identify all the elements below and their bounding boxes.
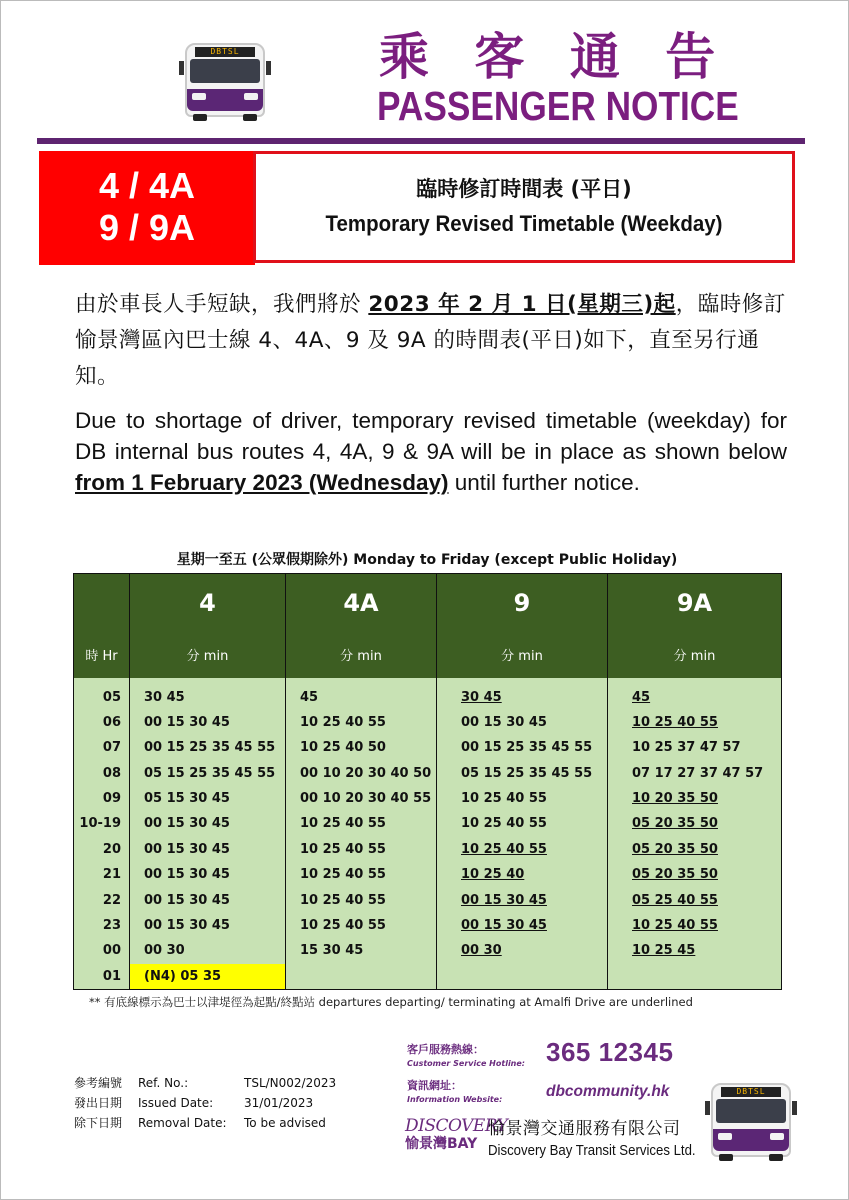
notice-paragraph-chinese: 由於車長人手短缺，我們將於 2023 年 2 月 1 日(星期三)起，臨時修訂愉景灣區內巴士線 4、4A、9 及 9A 的時間表(平日)如下，直至另行通知。 xyxy=(75,292,786,389)
hour-header-top xyxy=(74,574,130,632)
title-chinese: 乘 客 通 告 xyxy=(379,28,730,86)
headline-box xyxy=(253,151,795,263)
headline-english: Temporary Revised Timetable (Weekday) xyxy=(325,211,723,236)
route-4a-minutes: 45 10 25 40 55 10 25 40 50 00 10 20 30 40 50 00 10 20 30 40 55 10 25 40 55 10 25 40 55 10 25 40 55 10 25 40 55 10 25 40 55 15 30 45 xyxy=(286,678,437,990)
bus-icon-bottom: DBTSL xyxy=(705,1079,797,1161)
minute-header-4a: 分 min xyxy=(286,632,437,678)
bus-icon: DBTSL xyxy=(179,39,271,121)
removal-date: To be advised xyxy=(244,1116,326,1130)
route-numbers-box xyxy=(39,151,255,265)
hotline-number: 365 12345 xyxy=(546,1037,674,1067)
discovery-bay-logo: DISCOVERY 愉景灣BAY xyxy=(405,1116,508,1152)
notice-paragraph-english: Due to shortage of driver, temporary revised timetable (weekday) for DB internal bus routes 4, 4A, 9 & 9A will be in place as shown below from 1 February 2023 (Wednesday) until further notice. xyxy=(75,408,787,495)
route-header-4a: 4A xyxy=(286,574,437,632)
night-route-highlight: (N4) 05 35 xyxy=(130,964,285,989)
company-name-chinese: 愉景灣交通服務有限公司 xyxy=(488,1119,681,1139)
route-4-minutes: 30 45 00 15 30 45 00 15 25 35 45 55 05 15 25 35 45 55 05 15 30 45 00 15 30 45 00 15 30 45 00 15 30 45 00 15 30 45 00 15 30 45 00 30 (N4) 05 35 xyxy=(130,678,286,990)
minute-header-9a: 分 min xyxy=(608,632,782,678)
route-9a-minutes: 45 10 25 40 55 10 25 37 47 57 07 17 27 37 47 57 10 20 35 50 05 20 35 50 05 20 35 50 05 20 35 50 05 25 40 55 10 25 40 55 10 25 45 xyxy=(608,678,782,990)
route-9-minutes: 30 45 00 15 30 45 00 15 25 35 45 55 05 15 25 35 45 55 10 25 40 55 10 25 40 55 10 25 40 55 10 25 40 00 15 30 45 00 15 30 45 00 30 xyxy=(437,678,608,990)
timetable xyxy=(73,573,782,990)
route-header-4: 4 xyxy=(130,574,286,632)
hour-header: 時 Hr xyxy=(74,632,130,678)
headline-chinese: 臨時修訂時間表 (平日) xyxy=(416,177,632,201)
underline-footnote: ** 有底線標示為巴士以津堤徑為起點/終點站 departures departing/ terminating at Amalfi Drive are underlined xyxy=(89,995,693,1009)
route-line-2: 9 / 9A xyxy=(98,207,196,248)
title-english: PASSENGER NOTICE xyxy=(377,83,739,129)
website-link[interactable]: dbcommunity.hk xyxy=(546,1083,670,1100)
reference-number: TSL/N002/2023 xyxy=(244,1076,337,1090)
company-name-english: Discovery Bay Transit Services Ltd. xyxy=(488,1142,696,1159)
website-label: 資訊網址： Information Website: xyxy=(407,1079,503,1104)
hotline-label: 客戶服務熱線： Customer Service Hotline: xyxy=(407,1043,526,1068)
hours-column: 05 06 07 08 09 10-19 20 21 22 23 00 01 xyxy=(74,678,130,990)
route-line-1: 4 / 4A xyxy=(98,165,196,206)
issued-date: 31/01/2023 xyxy=(244,1096,314,1110)
route-header-9: 9 xyxy=(437,574,608,632)
timetable-caption: 星期一至五 (公眾假期除外) Monday to Friday (except Public Holiday) xyxy=(176,552,678,568)
minute-header-4: 分 min xyxy=(130,632,286,678)
header-divider xyxy=(37,138,805,144)
effective-date-english: from 1 February 2023 (Wednesday) xyxy=(75,470,449,495)
effective-date-chinese: 2023 年 2 月 1 日(星期三)起 xyxy=(368,292,676,317)
minute-header-9: 分 min xyxy=(437,632,608,678)
reference-block: 參考編號 Ref. No.: TSL/N002/2023 發出日期 Issued Date: 31/01/2023 除下日期 Removal Date: To be advised xyxy=(74,1076,337,1130)
route-header-9a: 9A xyxy=(608,574,782,632)
